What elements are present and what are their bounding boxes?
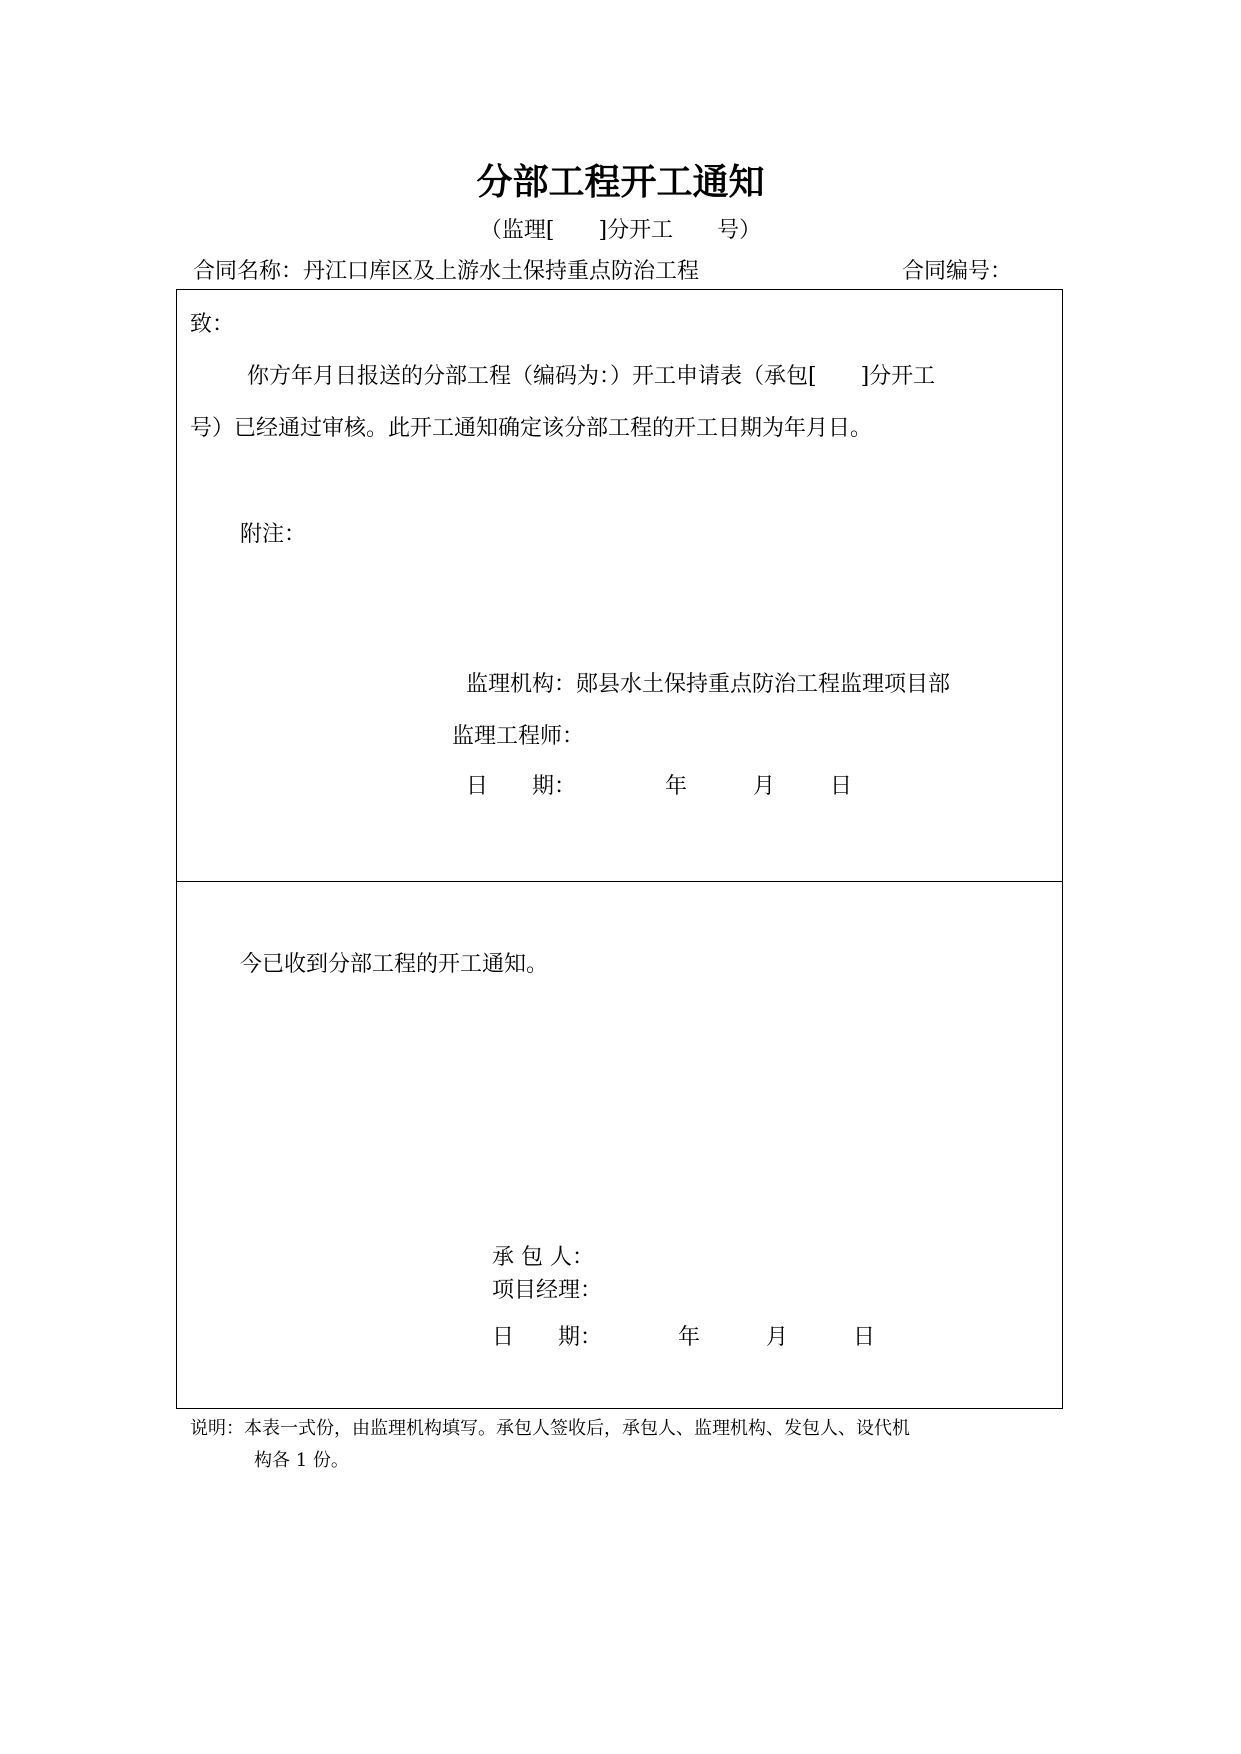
to-label: 致：	[190, 312, 235, 337]
notice-date-year: 年	[665, 774, 688, 799]
contract-name: 合同名称：丹江口库区及上游水土保持重点防治工程	[193, 259, 700, 284]
notice-body-line1: 你方年月日报送的分部工程（编码为：）开工申请表（承包[ ]分开工	[247, 364, 936, 389]
receipt-date-label: 日 期：	[492, 1325, 603, 1350]
supervising-engineer-label: 监理工程师：	[452, 724, 585, 749]
document-code: （监理[ ]分开工 号）	[479, 218, 762, 243]
receipt-date-month: 月	[766, 1325, 789, 1350]
receipt-date-day: 日	[853, 1325, 876, 1350]
project-manager-label: 项目经理：	[492, 1278, 603, 1303]
form-frame	[176, 289, 1063, 1409]
page-title: 分部工程开工通知	[476, 161, 765, 203]
section-divider	[176, 881, 1063, 882]
footnote-line2: 构各 1 份。	[254, 1450, 349, 1471]
notice-date-month: 月	[753, 774, 776, 799]
notice-date-label: 日 期：	[466, 774, 577, 799]
supervision-org: 监理机构：郧县水土保持重点防治工程监理项目部	[466, 672, 951, 697]
remark-label: 附注：	[240, 522, 307, 547]
notice-body-line2: 号）已经通过审核。此开工通知确定该分部工程的开工日期为年月日。	[190, 416, 873, 441]
contract-number: 合同编号：	[902, 259, 1013, 284]
receipt-date-year: 年	[678, 1325, 701, 1350]
receipt-body: 今已收到分部工程的开工通知。	[240, 952, 549, 977]
footnote-line1: 说明：本表一式份，由监理机构填写。承包人签收后，承包人、监理机构、发包人、设代机	[190, 1418, 910, 1439]
contractor-label: 承 包 人：	[492, 1245, 594, 1270]
notice-date-day: 日	[830, 774, 853, 799]
